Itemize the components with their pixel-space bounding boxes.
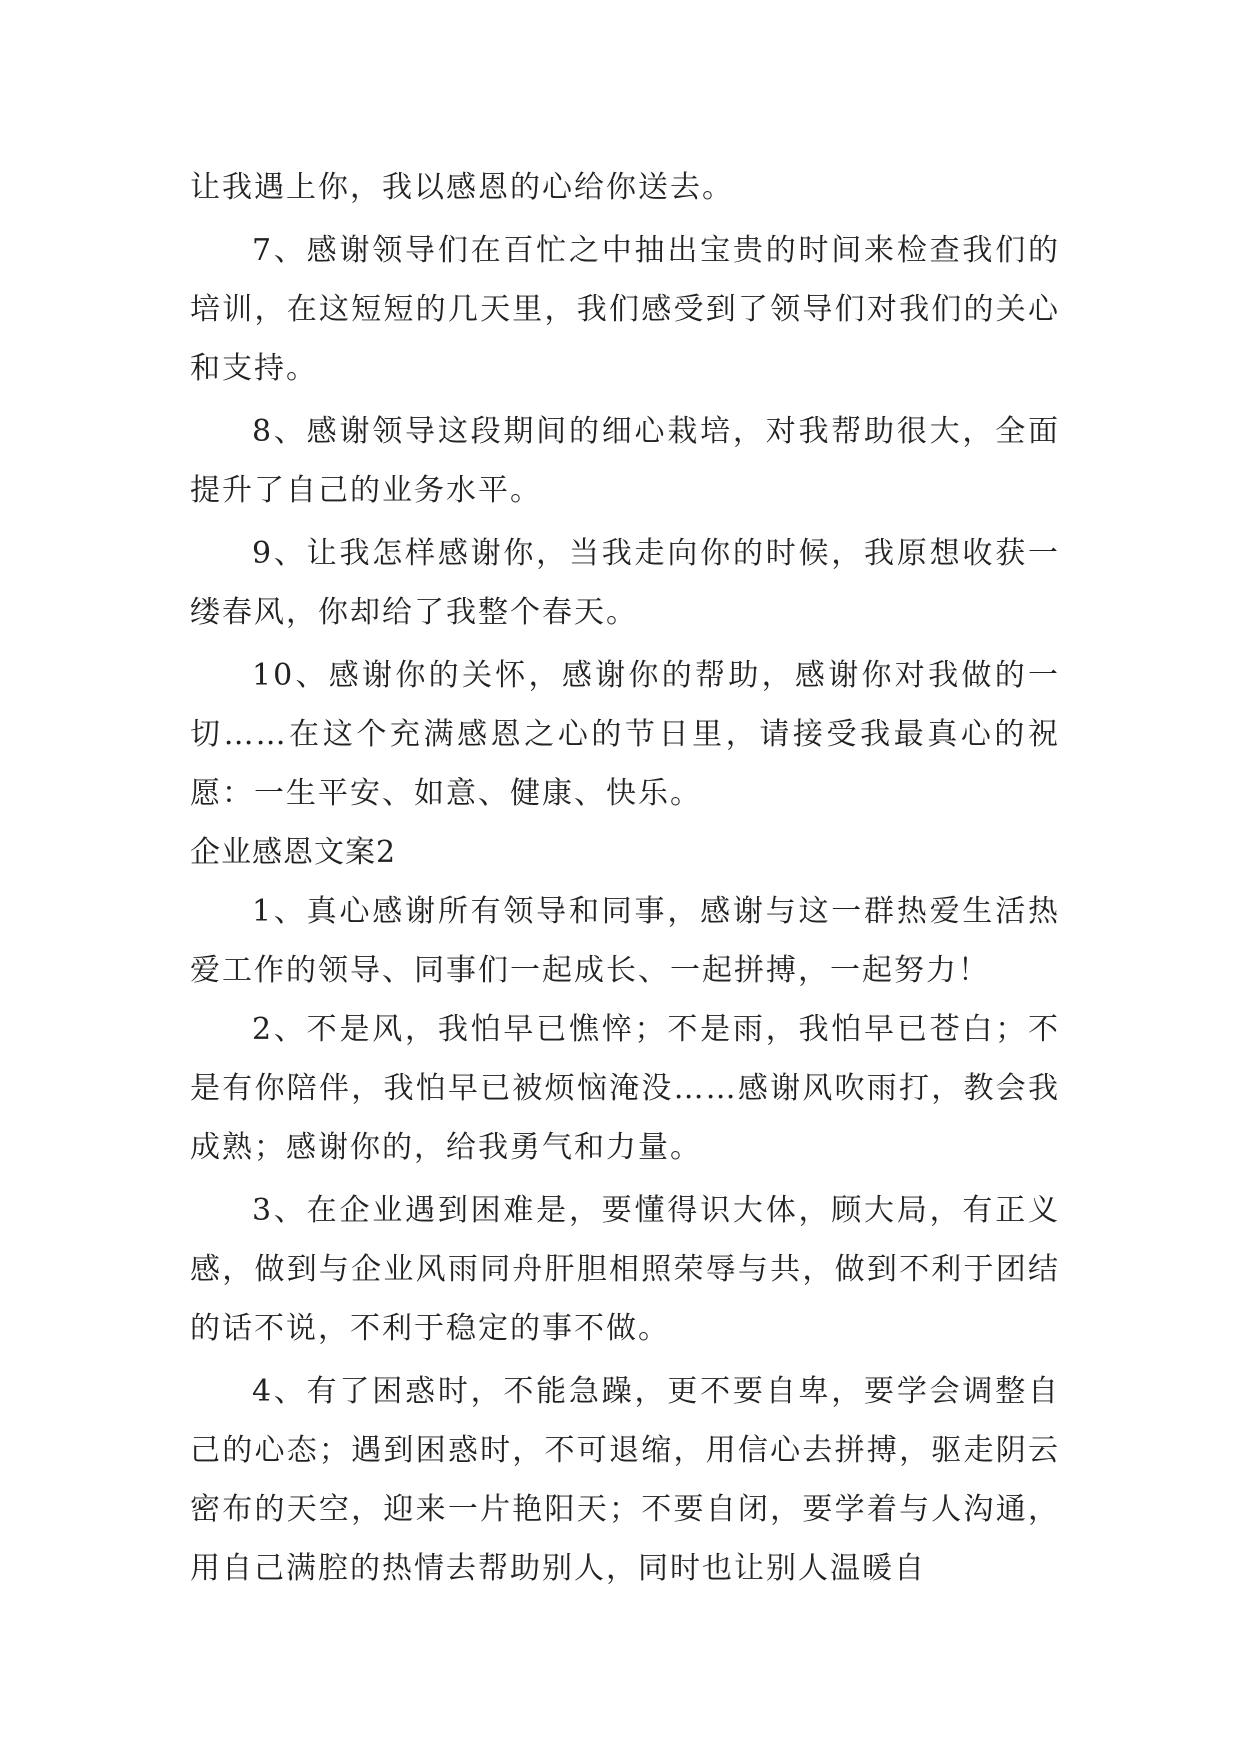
document-body	[190, 158, 1060, 1598]
paragraph-continuation: 让我遇上你，我以感恩的心给你送去。	[190, 170, 734, 205]
paragraph-item-9: 9、让我怎样感谢你，当我走向你的时候，我原想收获一缕春风，你却给了我整个春天。	[190, 536, 1060, 630]
paragraph-item-4: 4、有了困惑时，不能急躁，更不要自卑，要学会调整自己的心态；遇到困惑时，不可退缩，用信心去拼搏，驱走阴云密布的天空，迎来一片艳阳天；不要自闭，要学着与人沟通，用自己满腔的热情去帮助别人，同时也让别人温暖自	[190, 1374, 1060, 1586]
paragraph-item-3: 3、在企业遇到困难是，要懂得识大体，顾大局，有正义感，做到与企业风雨同舟肝胆相照荣辱与共，做到不利于团结的话不说，不利于稳定的事不做。	[190, 1193, 1060, 1346]
paragraph-item-8: 8、感谢领导这段期间的细心栽培，对我帮助很大，全面提升了自己的业务水平。	[190, 414, 1060, 508]
paragraph-item-2: 2、不是风，我怕早已憔悴；不是雨，我怕早已苍白；不是有你陪伴，我怕早已被烦恼淹没……感谢风吹雨打，教会我成熟；感谢你的，给我勇气和力量。	[190, 1012, 1060, 1165]
paragraph-item-1: 1、真心感谢所有领导和同事，感谢与这一群热爱生活热爱工作的领导、同事们一起成长、一起拼搏，一起努力！	[190, 894, 1060, 988]
paragraph-item-7: 7、感谢领导们在百忙之中抽出宝贵的时间来检查我们的培训，在这短短的几天里，我们感受到了领导们对我们的关心和支持。	[190, 233, 1060, 386]
section-heading: 企业感恩文案2	[190, 835, 397, 870]
paragraph-item-10: 10、感谢你的关怀，感谢你的帮助，感谢你对我做的一切……在这个充满感恩之心的节日里，请接受我最真心的祝愿：一生平安、如意、健康、快乐。	[190, 658, 1060, 811]
